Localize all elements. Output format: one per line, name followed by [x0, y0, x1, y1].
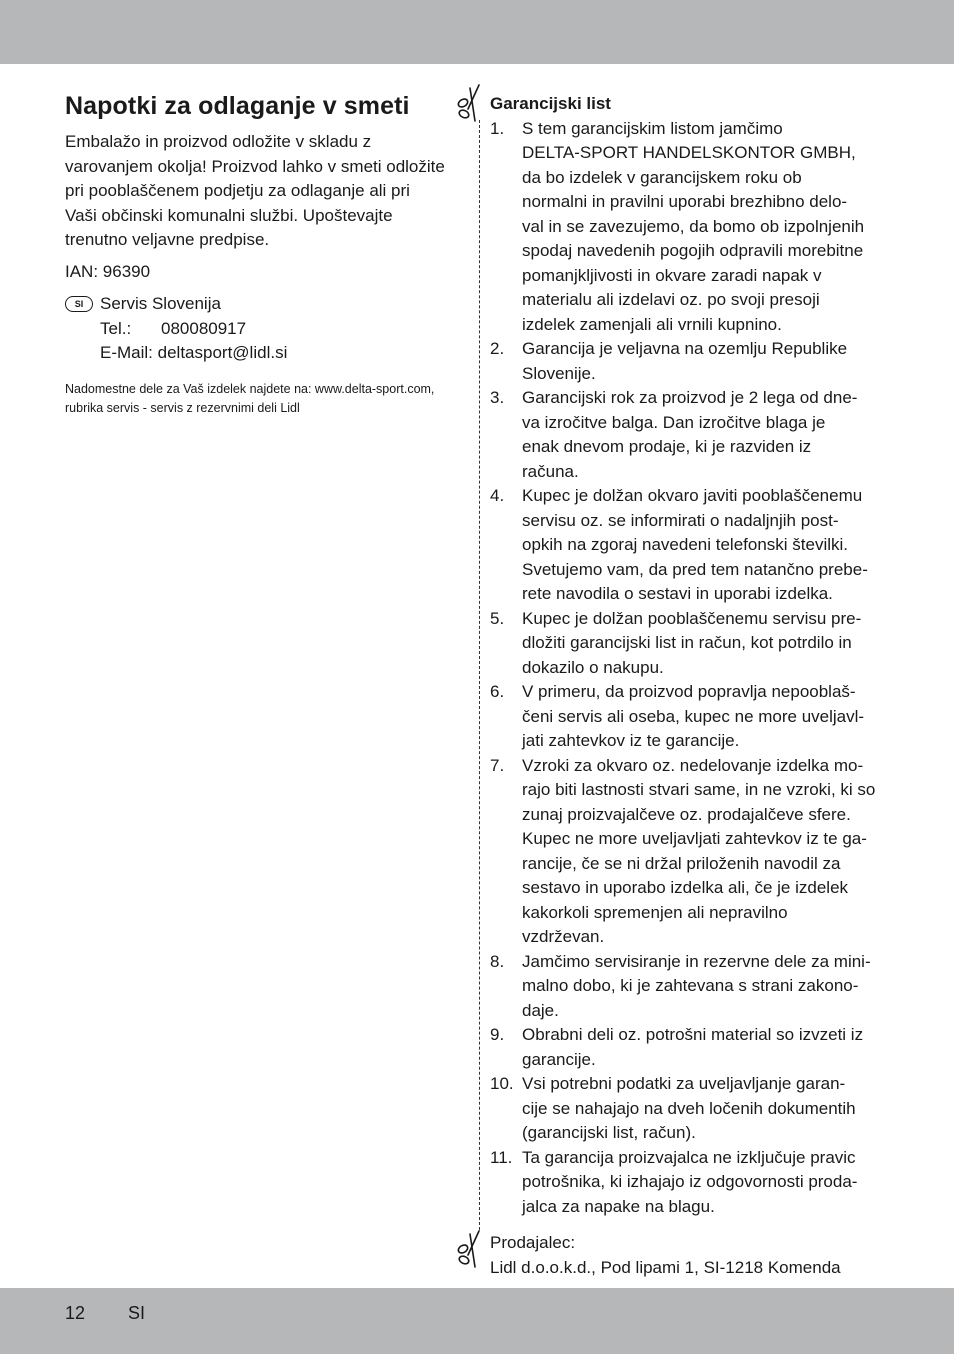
cut-line — [479, 120, 480, 1230]
warranty-title: Garancijski list — [490, 94, 611, 113]
warranty-item-line: rete navodila o sestavi in uporabi izdelka. — [522, 584, 833, 603]
warranty-item — [490, 337, 890, 386]
warranty-item-line: Kupec je dolžan pooblaščenemu servisu pre- — [522, 608, 862, 628]
warranty-item-number: 8. — [490, 951, 505, 971]
warranty-item-line: jati zahtevkov iz te garancije. — [522, 731, 740, 750]
warranty-item-line: sestavo in uporabo izdelka ali, če je izdelek — [522, 878, 849, 897]
warranty-item — [490, 607, 890, 681]
warranty-item-line: kakorkoli spremenjen ali nepravilno — [522, 902, 788, 922]
warranty-item-line: Jamčimo servisiranje in rezervne dele za mini- — [522, 951, 871, 971]
disposal-section — [65, 92, 445, 418]
scissors-icon — [455, 1230, 485, 1270]
warranty-item-number: 10. — [490, 1074, 514, 1093]
warranty-item — [490, 754, 890, 950]
warranty-item-line: spodaj navedenih pogojih odpravili morebitne — [522, 241, 864, 260]
warranty-item-line: Vzroki za okvaro oz. nedelovanje izdelka mo- — [522, 755, 864, 775]
warranty-item-line: zunaj proizvajalčeve oz. prodajalčeve sfere. — [522, 804, 851, 824]
warranty-item-line: Garancijski rok za proizvod je 2 lega od dne- — [522, 388, 858, 407]
warranty-item-number: 5. — [490, 608, 505, 628]
warranty-item-line: Svetujemo vam, da pred tem natančno prebe- — [522, 559, 868, 579]
warranty-item-line: čeni servis ali oseba, kupec ne more uveljavl- — [522, 706, 865, 726]
warranty-item-line: cije se nahajajo na dveh ločenih dokumentih — [522, 1098, 856, 1118]
warranty-item-number: 11. — [490, 1147, 513, 1167]
warranty-item-line: val in se zavezujemo, da bomo ob izpolnjenih — [522, 216, 865, 236]
warranty-item-line: jalca za napake na blagu. — [522, 1196, 715, 1216]
warranty-item-number: 4. — [490, 486, 505, 505]
warranty-item-line: daje. — [522, 1000, 559, 1020]
warranty-item — [490, 386, 890, 484]
warranty-item-line: dokazilo o nakupu. — [522, 657, 664, 677]
service-email — [100, 341, 445, 366]
page-number: 12 — [65, 1303, 86, 1323]
seller-value: Lidl d.o.o.k.d., Pod lipami 1, SI-1218 Komenda — [490, 1257, 841, 1277]
warranty-item-line: malno dobo, ki je zahtevana s strani zakono- — [522, 976, 859, 995]
ian-number: IAN: 96390 — [65, 261, 151, 281]
country-badge: SI — [65, 296, 93, 312]
warranty-item — [490, 950, 890, 1024]
warranty-item-number: 6. — [490, 682, 505, 701]
warranty-list — [490, 117, 890, 1220]
page-title: Napotki za odlaganje v smeti — [65, 92, 410, 120]
warranty-item-line: Ta garancija proizvajalca ne izključuje pravic — [522, 1147, 856, 1167]
warranty-item-line: DELTA-SPORT HANDELSKONTOR GMBH, — [522, 143, 856, 162]
warranty-item-number: 2. — [490, 339, 505, 358]
warranty-item-number: 9. — [490, 1025, 505, 1044]
warranty-item — [490, 1023, 890, 1072]
phone-label: Tel.: — [100, 318, 132, 338]
warranty-item-line: potrošnika, ki izhajajo iz odgovornosti proda- — [522, 1172, 858, 1191]
warranty-item-line: normalni in pravilni uporabi brezhibno delo- — [522, 192, 848, 211]
warranty-item-line: Vsi potrebni podatki za uveljavljanje garan- — [522, 1074, 846, 1093]
spare-parts-note: Nadomestne dele za Vaš izdelek najdete na: www.delta-sport.com, rubrika servis - servis z rezervnimi deli Lidl — [65, 381, 435, 415]
warranty-item — [490, 1072, 890, 1146]
warranty-item — [490, 680, 890, 754]
warranty-item-line: garancije. — [522, 1049, 596, 1069]
service-block — [65, 292, 445, 366]
warranty-item-line: pomanjkljivosti in okvare zaradi napak v — [522, 265, 822, 285]
warranty-item-number: 1. — [490, 118, 505, 138]
warranty-item-line: izdelek zamenjali ali vrnili kupnino. — [522, 314, 782, 334]
warranty-item-line: opkih na zgoraj navedeni telefonski številki. — [522, 535, 849, 554]
warranty-item-line: V primeru, da proizvod popravlja nepooblaš- — [522, 682, 856, 701]
warranty-item-line: rajo biti lastnosti stvari same, in ne vzroki, ki so — [522, 780, 876, 799]
service-name: Servis Slovenija — [100, 294, 221, 313]
email-value: deltasport@lidl.si — [157, 343, 288, 362]
warranty-item-line: (garancijski list, račun). — [522, 1123, 696, 1142]
warranty-item-line: S tem garancijskim listom jamčimo — [522, 118, 783, 138]
phone-value: 080080917 — [161, 318, 247, 338]
warranty-item-line: Garancija je veljavna na ozemlju Republike — [522, 339, 848, 358]
warranty-item-line: Obrabni deli oz. potrošni material so izvzeti iz — [522, 1025, 864, 1044]
warranty-section — [490, 92, 890, 1219]
warranty-item — [490, 484, 890, 607]
warranty-item-line: va izročitve balga. Dan izročitve blaga je — [522, 412, 826, 432]
email-label: E-Mail: — [100, 343, 153, 362]
service-phone — [100, 317, 445, 342]
warranty-item-number: 7. — [490, 755, 505, 775]
warranty-item-line: Slovenije. — [522, 363, 596, 383]
warranty-item-line: vzdrževan. — [522, 927, 605, 946]
scissors-icon — [455, 84, 485, 124]
warranty-item — [490, 117, 890, 338]
header-bar — [0, 0, 954, 64]
warranty-item-line: dložiti garancijski list in račun, kot potrdilo in — [522, 633, 852, 652]
warranty-item-line: da bo izdelek v garancijskem roku ob — [522, 167, 802, 187]
seller-label: Prodajalec: — [490, 1233, 576, 1252]
language-code: SI — [128, 1303, 146, 1323]
disposal-paragraph: Embalažo in proizvod odložite v skladu z varovanjem okolja! Proizvod lahko v smeti odložite pri pooblaščenem podjetju za odlaganje ali pri Vaši občinski komunalni službi. Upoštevajte trenutno veljavne predpise. — [65, 132, 445, 249]
seller-block — [490, 1231, 841, 1280]
warranty-item-line: servisu oz. se informirati o nadaljnjih post- — [522, 510, 839, 530]
warranty-item-line: rancije, če se ni držal priloženih navodil za — [522, 853, 841, 873]
warranty-item — [490, 1146, 890, 1220]
warranty-item-line: Kupec ne more uveljavljati zahtevkov iz te ga- — [522, 829, 867, 848]
warranty-item-number: 3. — [490, 388, 505, 407]
warranty-item-line: materialu ali izdelavi oz. po svoji presoji — [522, 290, 820, 309]
warranty-item-line: enak dnevom prodaje, ki je razviden iz — [522, 437, 812, 456]
warranty-item-line: računa. — [522, 461, 579, 481]
warranty-item-line: Kupec je dolžan okvaro javiti pooblaščenemu — [522, 486, 863, 505]
